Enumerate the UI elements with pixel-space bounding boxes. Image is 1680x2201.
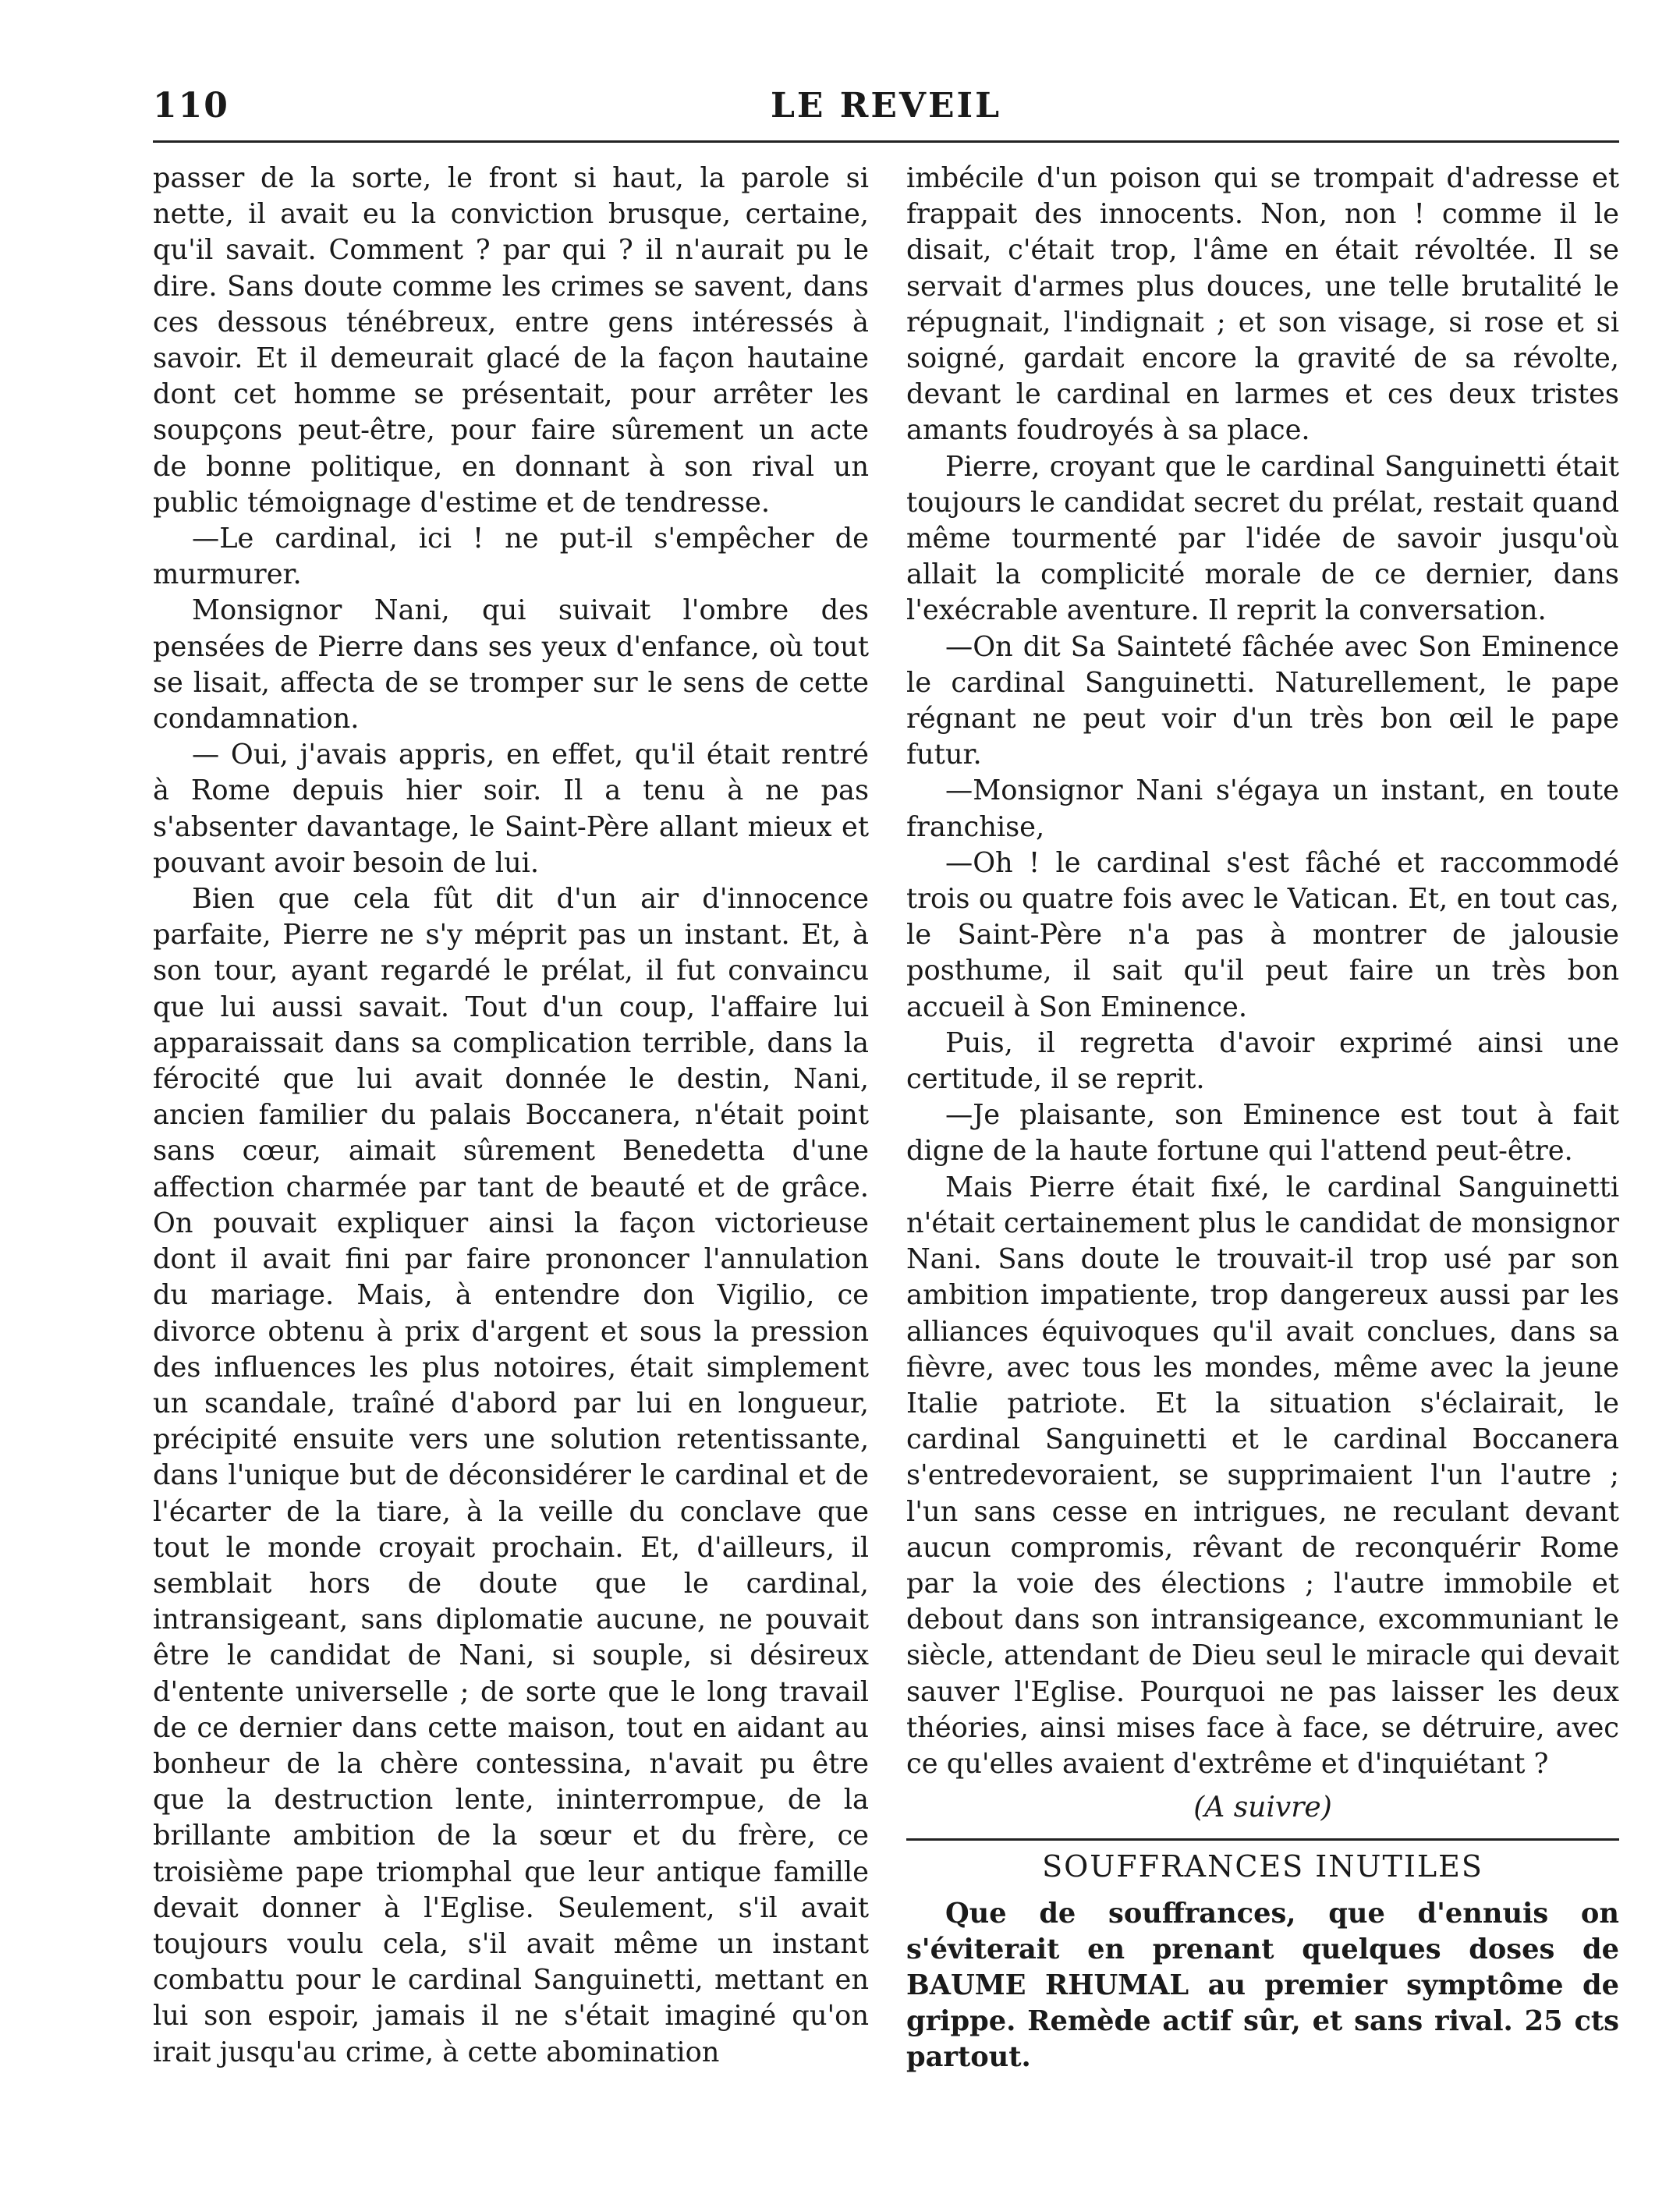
left-paragraph-1: passer de la sorte, le front si haut, la parole si nette, il avait eu la conviction brusque, certaine, qu'il savait. Comment ? par qui ? il n'aurait pu le dire. Sans doute comme les crimes se savent, dans ces dessous ténébreux, entre gens intéressés à savoir. Et il demeurait glacé de la façon hautaine dont cet homme se présentait, pour arrêter les soupçons peut-être, pour faire sûrement un acte de bonne politique, en donnant à son rival un public témoignage d'estime et de tendresse.: [153, 162, 869, 519]
ad-title: SOUFFRANCES INUTILES: [1042, 1849, 1483, 1884]
right-paragraph-5: —Oh ! le cardinal s'est fâché et raccommodé trois ou quatre fois avec le Vatican. Et, en tout cas, le Saint-Père n'a pas à montrer de jalousie posthume, il sait qu'il peut faire un très bon accueil à Son Eminence.: [906, 846, 1619, 1023]
right-paragraph-2: Pierre, croyant que le cardinal Sanguinetti était toujours le candidat secret du prélat, restait quand même tourmenté par l'idée de savoir jusqu'où allait la complicité morale de ce dernier, dans l'exécrable aventure. Il reprit la conversation.: [906, 450, 1619, 627]
to-be-continued: (A suivre): [1193, 1792, 1332, 1824]
right-paragraph-4: —Monsignor Nani s'égaya un instant, en toute franchise,: [906, 774, 1619, 843]
page-header: [153, 75, 1619, 137]
page-number: 110: [153, 86, 229, 126]
header-rule: [153, 140, 1619, 143]
right-paragraph-8: Mais Pierre était fixé, le cardinal Sanguinetti n'était certainement plus le candidat de monsignor Nani. Sans doute le trouvait-il trop usé par son ambition impatiente, trop dangereux aussi par les alliances équivoques qu'il avait conclues, dans sa fièvre, avec tous les mondes, même avec la jeune Italie patriote. Et la situation s'éclairait, le cardinal Sanguinetti et le cardinal Boccanera s'entredevoraient, se supprimaient l'un l'autre ; l'un sans cesse en intrigues, ne reculant devant aucun compromis, rêvant de reconquérir Rome par la voie des élections ; l'autre immobile et debout dans son intransigeance, excommuniant le siècle, attendant de Dieu seul le miracle qui devait sauver l'Eglise. Pourquoi ne pas laisser les deux théories, ainsi mises face à face, se détruire, avec ce qu'elles avaient d'extrême et d'inquiétant ?: [906, 1171, 1619, 1780]
ad-rule: [906, 1838, 1619, 1841]
left-paragraph-2: —Le cardinal, ici ! ne put-il s'empêcher de murmurer.: [153, 523, 869, 591]
right-paragraph-6: Puis, il regretta d'avoir exprimé ainsi une certitude, il se reprit.: [906, 1026, 1619, 1096]
right-column: [906, 161, 1619, 2076]
right-paragraph-7: —Je plaisante, son Eminence est tout à fait digne de la haute fortune qui l'attend peut-être.: [906, 1099, 1619, 1168]
right-paragraph-1: imbécile d'un poison qui se trompait d'adresse et frappait des innocents. Non, non ! comme il le disait, c'était trop, l'âme en était révoltée. Il se servait d'armes plus douces, une telle brutalité le répugnait, l'indignait ; et son visage, si rose et si soigné, gardait encore la gravité de sa révolte, devant le cardinal en larmes et ces deux tristes amants foudroyés à sa place.: [906, 162, 1619, 447]
left-paragraph-3: Monsignor Nani, qui suivait l'ombre des pensées de Pierre dans ses yeux d'enfance, où tout se lisait, affecta de se tromper sur le sens de cette condamnation.: [153, 594, 869, 735]
ad-text: Que de souffrances, que d'ennuis on s'éviterait en prenant quelques doses de BAUME RHUMAL au premier symptôme de grippe. Remède actif sûr, et sans rival. 25 cts partout.: [906, 1897, 1619, 2074]
right-paragraph-3: —On dit Sa Sainteté fâchée avec Son Eminence le cardinal Sanguinetti. Naturellement, le pape régnant ne peut voir d'un très bon œil le pape futur.: [906, 630, 1619, 771]
left-paragraph-4: — Oui, j'avais appris, en effet, qu'il était rentré à Rome depuis hier soir. Il a tenu à ne pas s'absenter davantage, le Saint-Père allant mieux et pouvant avoir besoin de lui.: [153, 739, 869, 879]
left-paragraph-5: Bien que cela fût dit d'un air d'innocence parfaite, Pierre ne s'y méprit pas un instant. Et, à son tour, ayant regardé le prélat, il fut convaincu que lui aussi savait. Tout d'un coup, l'affaire lui apparaissait dans sa complication terrible, dans la férocité que lui avait donnée le destin, Nani, ancien familier du palais Boccanera, n'était point sans cœur, aimait sûrement Benedetta d'une affection charmée par tant de beauté et de grâce. On pouvait expliquer ainsi la façon victorieuse dont il avait fini par faire prononcer l'annulation du mariage. Mais, à entendre don Vigilio, ce divorce obtenu à prix d'argent et sous la pression des influences les plus notoires, était simplement un scandale, traîné d'abord par lui en longueur, précipité ensuite vers une solution retentissante, dans l'unique but de déconsidérer le cardinal et de l'écarter de la tiare, à la veille du conclave que tout le monde croyait prochain. Et, d'ailleurs, il semblait hors de doute que le cardinal, intransigeant, sans diplomatie aucune, ne pouvait être le candidat de Nani, si souple, si désireux d'entente universelle ; de sorte que le long travail de ce dernier dans cette maison, tout en aidant au bonheur de la chère contessina, n'avait pu être que la destruction lente, ininterrompue, de la brillante ambition de la sœur et du frère, ce troisième pape triomphal que leur antique famille devait donner à l'Eglise. Seulement, s'il avait toujours voulu cela, s'il avait même un instant combattu pour le cardinal Sanguinetti, mettant en lui son espoir, jamais il ne s'était imaginé qu'on irait jusqu'au crime, à cette abomination: [153, 883, 869, 2068]
left-column: [153, 161, 869, 2071]
journal-title: LE REVEIL: [770, 86, 1002, 126]
